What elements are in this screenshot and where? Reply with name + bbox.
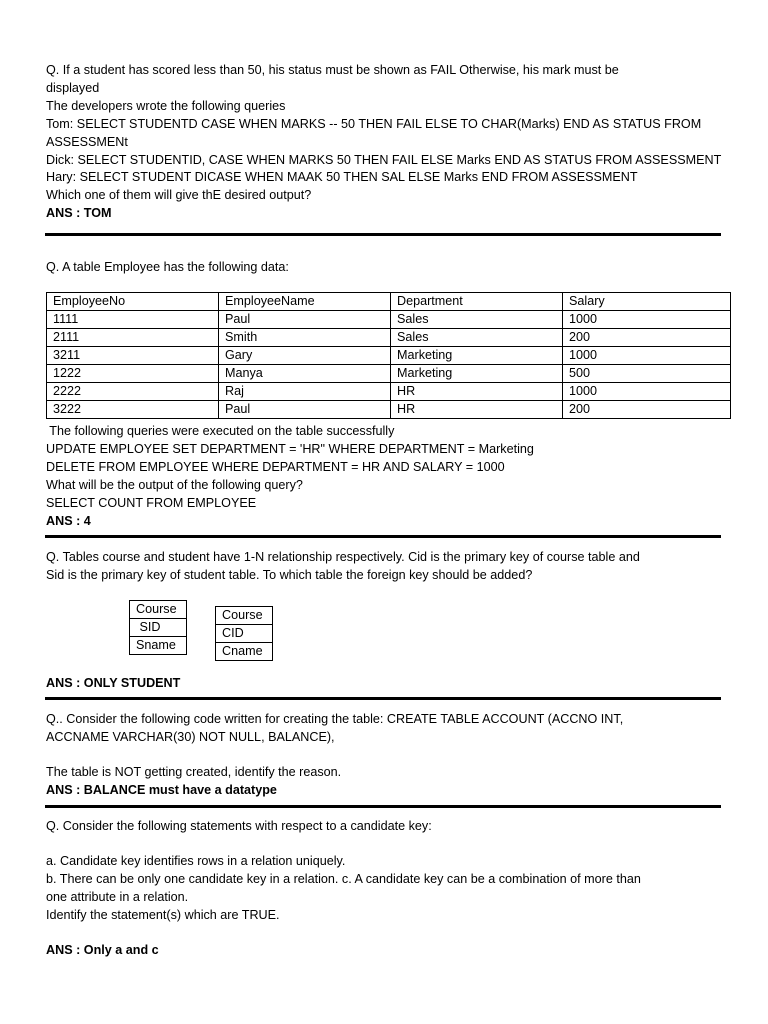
box-cell: Course bbox=[216, 607, 273, 625]
q2-line: What will be the output of the following query? bbox=[46, 478, 303, 492]
q1-line: Hary: SELECT STUDENT DICASE WHEN MAAK 50 THEN SAL ELSE Marks END FROM ASSESSMENT bbox=[46, 170, 638, 184]
table-cell: 3222 bbox=[47, 401, 219, 419]
table-cell: 2222 bbox=[47, 383, 219, 401]
box-cell: Cname bbox=[216, 643, 273, 661]
q5-line: one attribute in a relation. bbox=[46, 890, 189, 904]
table-cell: 1222 bbox=[47, 365, 219, 383]
q3-answer: ANS : ONLY STUDENT bbox=[46, 676, 181, 690]
q1-line: Q. If a student has scored less than 50, his status must be shown as FAIL Otherwise, his mark must be bbox=[46, 63, 619, 77]
q1-line: Which one of them will give thE desired output? bbox=[46, 188, 312, 202]
table-row bbox=[47, 401, 731, 419]
q2-answer: ANS : 4 bbox=[46, 514, 91, 528]
q3-line: Sid is the primary key of student table. To which table the foreign key should be added? bbox=[46, 568, 533, 582]
q4-answer: ANS : BALANCE must have a datatype bbox=[46, 783, 277, 797]
q5-line: Identify the statement(s) which are TRUE. bbox=[46, 908, 280, 922]
q2-question: Q. A table Employee has the following data: bbox=[46, 260, 289, 274]
q1-answer: ANS : TOM bbox=[46, 206, 112, 220]
table-cell: 3211 bbox=[47, 347, 219, 365]
box-cell: CID bbox=[216, 625, 273, 643]
table-header-cell: EmployeeNo bbox=[47, 293, 219, 311]
q2-line: UPDATE EMPLOYEE SET DEPARTMENT = 'HR" WHERE DEPARTMENT = Marketing bbox=[46, 442, 534, 456]
table-cell: HR bbox=[391, 383, 563, 401]
table-header-cell: Salary bbox=[563, 293, 731, 311]
table-cell: Marketing bbox=[391, 365, 563, 383]
table-header-cell: Department bbox=[391, 293, 563, 311]
table-cell: HR bbox=[391, 401, 563, 419]
table-cell: Paul bbox=[219, 401, 391, 419]
table-header-row bbox=[47, 293, 731, 311]
q2-line: SELECT COUNT FROM EMPLOYEE bbox=[46, 496, 257, 510]
table-cell: Gary bbox=[219, 347, 391, 365]
section-divider bbox=[45, 697, 721, 700]
table-cell: Sales bbox=[391, 329, 563, 347]
table-cell: 2111 bbox=[47, 329, 219, 347]
table-cell: 1000 bbox=[563, 311, 731, 329]
table-cell: Smith bbox=[219, 329, 391, 347]
q1-line: ASSESSMENt bbox=[46, 135, 128, 149]
table-cell: 1000 bbox=[563, 383, 731, 401]
section-divider bbox=[45, 805, 721, 808]
q5-line: b. There can be only one candidate key in a relation. c. A candidate key can be a combination of more than bbox=[46, 872, 641, 886]
box-cell: Sname bbox=[130, 637, 187, 655]
q5-line: a. Candidate key identifies rows in a relation uniquely. bbox=[46, 854, 346, 868]
table-cell: Raj bbox=[219, 383, 391, 401]
q2-line: DELETE FROM EMPLOYEE WHERE DEPARTMENT = HR AND SALARY = 1000 bbox=[46, 460, 505, 474]
q1-line: displayed bbox=[46, 81, 100, 95]
q1-line: Dick: SELECT STUDENTID, CASE WHEN MARKS 50 THEN FAIL ELSE Marks END AS STATUS FROM ASSESSMENT bbox=[46, 153, 722, 167]
q1-line: The developers wrote the following queries bbox=[46, 99, 286, 113]
box-cell: Course bbox=[130, 601, 187, 619]
table-cell: Paul bbox=[219, 311, 391, 329]
q4-line: Q.. Consider the following code written for creating the table: CREATE TABLE ACCOUNT (ACCNO INT, bbox=[46, 712, 624, 726]
section-divider bbox=[45, 535, 721, 538]
table-header-cell: EmployeeName bbox=[219, 293, 391, 311]
q5-line: Q. Consider the following statements with respect to a candidate key: bbox=[46, 819, 432, 833]
table-cell: 500 bbox=[563, 365, 731, 383]
table-cell: Sales bbox=[391, 311, 563, 329]
table-cell: 1111 bbox=[47, 311, 219, 329]
q4-line: ACCNAME VARCHAR(30) NOT NULL, BALANCE), bbox=[46, 730, 335, 744]
q2-line: The following queries were executed on the table successfully bbox=[46, 424, 395, 438]
student-table-box bbox=[129, 600, 187, 655]
q1-line: Tom: SELECT STUDENTD CASE WHEN MARKS -- 50 THEN FAIL ELSE TO CHAR(Marks) END AS STATUS FROM bbox=[46, 117, 702, 131]
box-cell: SID bbox=[130, 619, 187, 637]
table-cell: Manya bbox=[219, 365, 391, 383]
table-row bbox=[47, 347, 731, 365]
course-table-box bbox=[215, 606, 273, 661]
table-cell: 200 bbox=[563, 401, 731, 419]
q5-answer: ANS : Only a and c bbox=[46, 943, 159, 957]
table-row bbox=[47, 311, 731, 329]
table-cell: Marketing bbox=[391, 347, 563, 365]
table-row bbox=[47, 383, 731, 401]
q4-line: The table is NOT getting created, identify the reason. bbox=[46, 765, 342, 779]
table-cell: 1000 bbox=[563, 347, 731, 365]
section-divider bbox=[45, 233, 721, 236]
employee-table bbox=[46, 292, 731, 419]
table-row bbox=[47, 365, 731, 383]
table-row bbox=[47, 329, 731, 347]
q3-line: Q. Tables course and student have 1-N relationship respectively. Cid is the primary key of course table and bbox=[46, 550, 640, 564]
table-cell: 200 bbox=[563, 329, 731, 347]
